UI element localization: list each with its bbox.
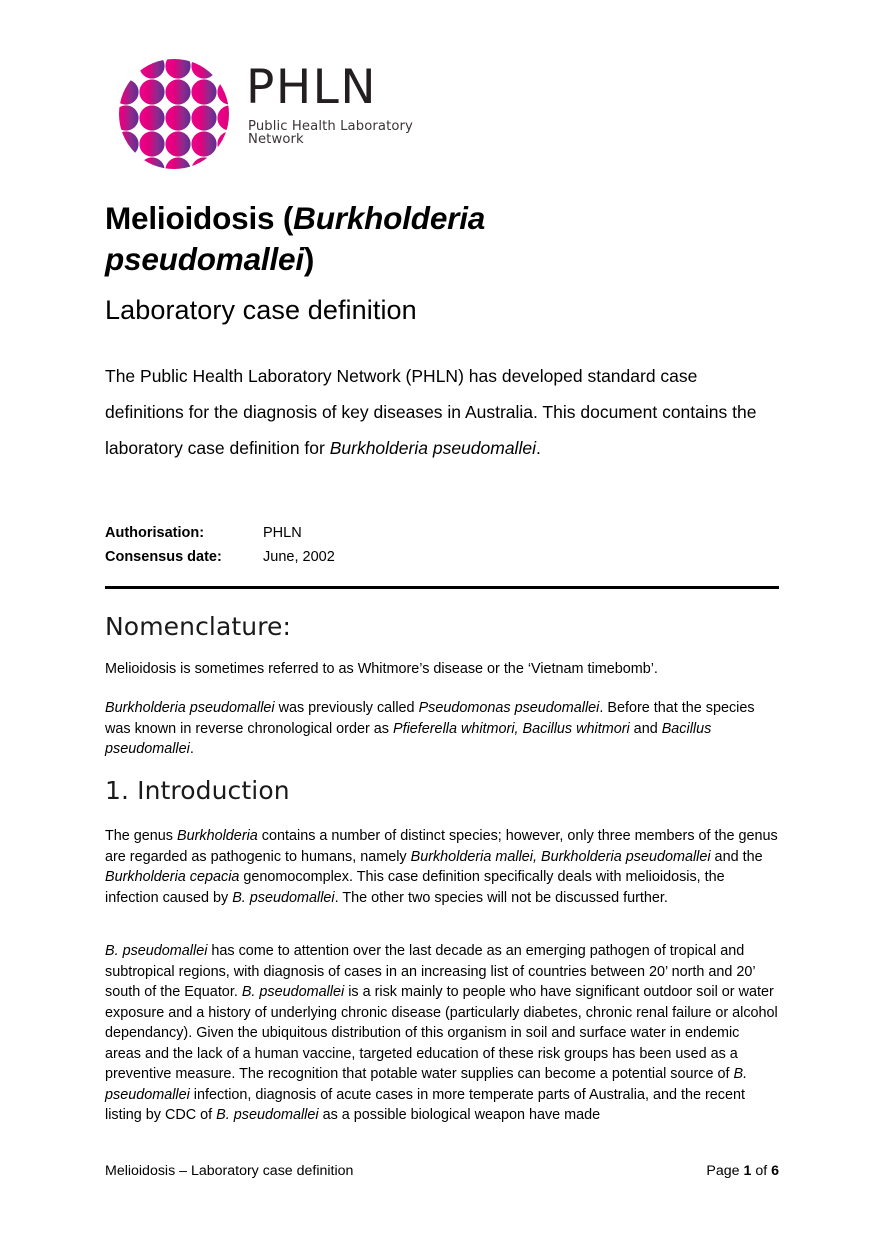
section-heading-nomenclature: Nomenclature:	[105, 612, 292, 641]
page-footer	[105, 1161, 779, 1181]
intro2-sci-3: B. pseudomallei	[105, 1066, 748, 1103]
nom2-sci-2: Pseudomonas pseudomallei	[418, 700, 600, 716]
nom2-sci-4: Bacillus pseudomallei	[105, 720, 712, 757]
nom2-text-3: and	[629, 720, 662, 737]
lead-text-2: .	[535, 438, 541, 458]
intro1-text-2: contains a number of distinct species; however, only three members of the genus are regarded as pathogenic to humans, namely	[105, 828, 778, 865]
page-subtitle: Laboratory case definition	[105, 295, 417, 325]
introduction-paragraph-1	[105, 826, 779, 908]
nom2-sci-3: Pfieferella whitmori, Bacillus whitmori	[392, 720, 630, 737]
intro2-text-2: is a risk mainly to people who have significant outdoor soil or water exposure and a history of underlying chronic disease (particularly diabetes, chronic renal failure or alcohol dependancy). Given the ubiquitous distribution of this organism in soil and surface water in endemic areas and the lack of a human vaccine, targeted education of these risk groups has been used as a preventive measure. The recognition that potable water supplies can become a potential source of	[105, 984, 778, 1082]
nom2-text-2: . Before that the species was known in reverse chronological order as	[105, 700, 755, 737]
intro2-sci-2: B. pseudomallei	[241, 984, 345, 1000]
lead-species: Burkholderia pseudomallei	[329, 438, 536, 458]
intro1-sci-2: Burkholderia mallei, Burkholderia pseudomallei	[410, 848, 711, 865]
nomenclature-paragraph-1: Melioidosis is sometimes referred to as Whitmore’s disease or the ‘Vietnam timebomb’.	[105, 661, 658, 677]
meta-value-consensus-date: June, 2002	[263, 549, 335, 565]
footer-page-word: Page	[706, 1163, 744, 1179]
nom2-text-1: was previously called	[274, 700, 419, 716]
intro2-text-4: as a possible biological weapon have made	[318, 1107, 601, 1123]
intro1-text-3: and the	[710, 848, 763, 865]
table-row	[105, 521, 335, 545]
intro1-text-1: The genus	[105, 828, 178, 844]
title-plain-2: )	[303, 241, 315, 277]
table-row	[105, 545, 335, 569]
phln-logo-mark-icon	[118, 58, 230, 170]
phln-logo	[118, 58, 458, 170]
introduction-paragraph-2	[105, 941, 779, 1126]
intro2-text-1: has come to attention over the last decade as an emerging pathogen of tropical and subtropical regions, with diagnosis of cases in an increasing list of countries between 20’ north and 20’ south of the Equator.	[105, 943, 756, 1000]
footer-page-total: 6	[771, 1163, 779, 1179]
footer-document-name: Melioidosis – Laboratory case definition	[105, 1163, 354, 1179]
meta-key-consensus-date: Consensus date:	[105, 549, 222, 565]
nomenclature-paragraph-2	[105, 698, 779, 760]
intro1-text-4: genomocomplex. This case definition specifically deals with melioidosis, the infection caused by	[105, 869, 725, 906]
intro2-sci-1: B. pseudomallei	[105, 943, 208, 959]
footer-page-number: 1	[743, 1163, 752, 1179]
phln-acronym: PHLN	[246, 60, 378, 115]
title-species-genus: Burkholderia	[293, 200, 486, 236]
page-title	[105, 198, 665, 280]
meta-key-authorisation: Authorisation:	[105, 525, 205, 541]
footer-of-word: of	[751, 1163, 772, 1179]
lead-text-1: The Public Health Laboratory Network (PHLN) has developed standard case definitions for the diagnosis of key diseases in Australia. This document contains the laboratory case definition for	[105, 366, 757, 458]
footer-page-indicator	[706, 1161, 779, 1181]
intro2-text-3: infection, diagnosis of acute cases in more temperate parts of Australia, and the recent listing by CDC of	[105, 1086, 745, 1123]
nom2-text-4: .	[189, 741, 194, 757]
section-heading-introduction: 1. Introduction	[105, 776, 290, 805]
phln-wordmark	[246, 60, 456, 148]
title-species-epithet: pseudomallei	[105, 241, 304, 277]
meta-value-authorisation: PHLN	[263, 525, 302, 541]
intro1-sci-4: B. pseudomallei	[232, 889, 335, 906]
intro1-text-5: . The other two species will not be discussed further.	[334, 889, 668, 906]
intro2-sci-4: B. pseudomallei	[216, 1107, 319, 1123]
intro1-sci-3: Burkholderia cepacia	[105, 869, 240, 885]
lead-paragraph	[105, 358, 781, 466]
document-meta-table	[105, 521, 335, 569]
title-plain-1: Melioidosis (	[105, 200, 294, 236]
intro1-sci-1: Burkholderia	[177, 828, 258, 844]
horizontal-divider	[105, 586, 779, 589]
nom2-sci-1: Burkholderia pseudomallei	[105, 700, 275, 716]
phln-tagline: Public Health Laboratory Network	[248, 119, 413, 148]
